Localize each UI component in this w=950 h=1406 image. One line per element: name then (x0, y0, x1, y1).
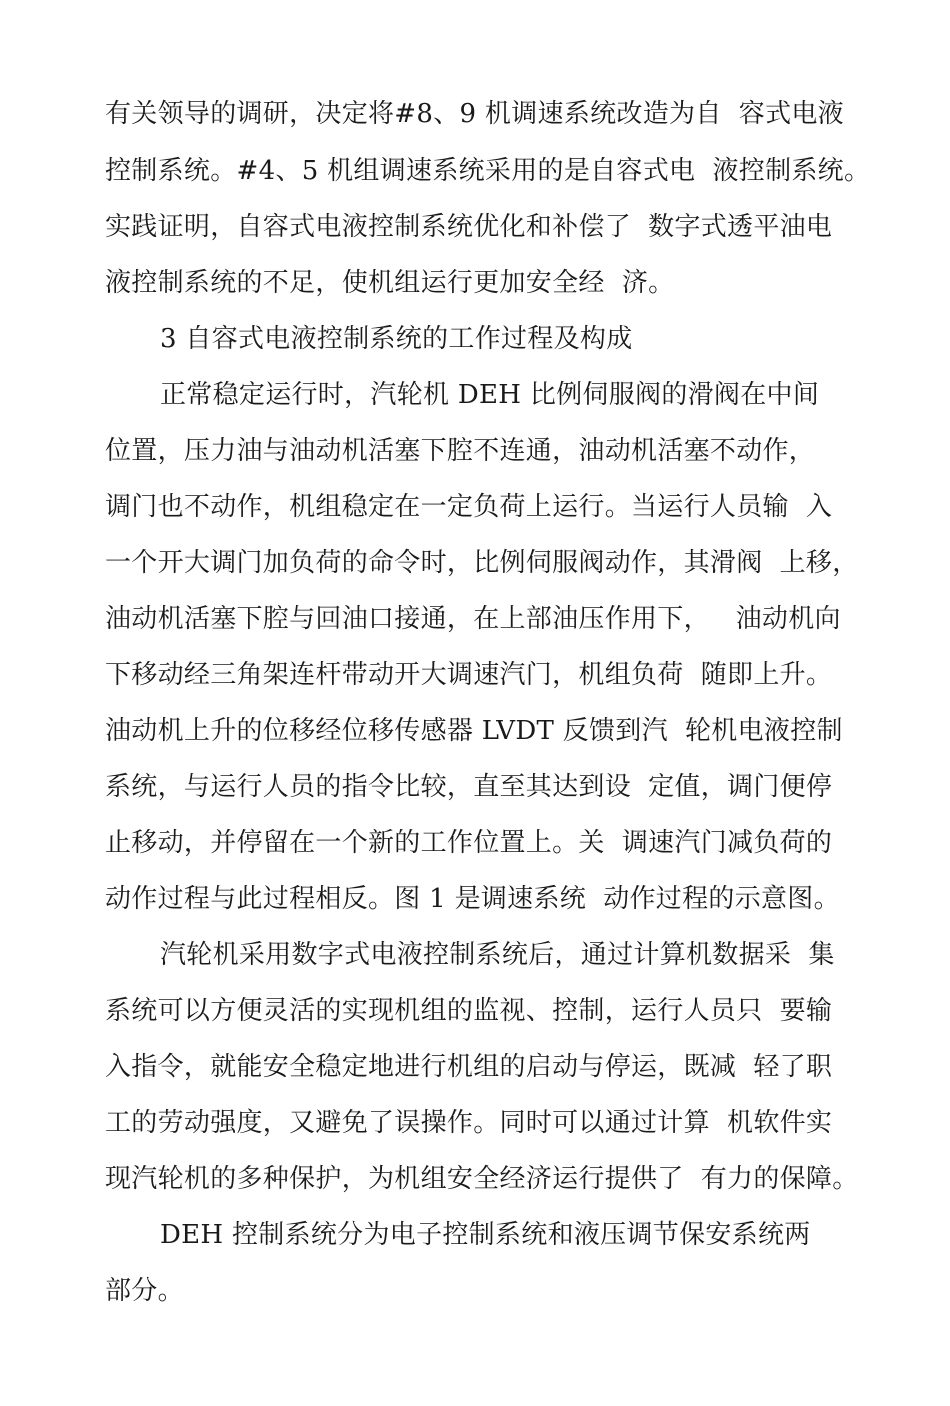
text-line: 现汽轮机的多种保护，为机组安全经济运行提供了 有力的保障。 (105, 1164, 859, 1194)
text-line: 部分。 (105, 1276, 184, 1306)
text-line: 实践证明，自容式电液控制系统优化和补偿了 数字式透平油电 (105, 212, 833, 242)
text-line: 控制系统。#4、5 机组调速系统采用的是自容式电 液控制系统。 (105, 156, 871, 186)
text-line: 位置，压力油与油动机活塞下腔不连通，油动机活塞不动作， (105, 436, 816, 466)
text-line: 下移动经三角架连杆带动开大调速汽门，机组负荷 随即上升。 (105, 660, 833, 690)
text-line: 工的劳动强度，又避免了误操作。同时可以通过计算 机软件实 (105, 1108, 833, 1138)
text-line: 系统，与运行人员的指令比较，直至其达到设 定值，调门便停 (105, 772, 833, 802)
text-line: 油动机活塞下腔与回油口接通，在上部油压作用下， 油动机向 (105, 604, 841, 634)
section-heading: 3 自容式电液控制系统的工作过程及构成 (160, 324, 633, 354)
text-line: 入指令，就能安全稳定地进行机组的启动与停运，既减 轻了职 (105, 1052, 833, 1082)
text-line: 正常稳定运行时，汽轮机 DEH 比例伺服阀的滑阀在中间 (160, 380, 820, 410)
text-line: 有关领导的调研，决定将#8、9 机调速系统改造为自 容式电液 (105, 99, 844, 129)
text-line: 汽轮机采用数字式电液控制系统后，通过计算机数据采 集 (160, 940, 835, 970)
text-line: 止移动，并停留在一个新的工作位置上。关 调速汽门减负荷的 (105, 828, 833, 858)
text-line: 一个开大调门加负荷的命令时，比例伺服阀动作，其滑阀 上移， (105, 548, 859, 578)
text-line: 液控制系统的不足，使机组运行更加安全经 济。 (105, 268, 675, 298)
text-line: 系统可以方便灵活的实现机组的监视、控制，运行人员只 要输 (105, 996, 833, 1026)
text-line: 调门也不动作，机组稳定在一定负荷上运行。当运行人员输 入 (105, 492, 833, 522)
text-line: DEH 控制系统分为电子控制系统和液压调节保安系统两 (160, 1220, 811, 1250)
text-line: 油动机上升的位移经位移传感器 LVDT 反馈到汽 轮机电液控制 (105, 716, 843, 746)
text-line: 动作过程与此过程相反。图 1 是调速系统 动作过程的示意图。 (105, 884, 840, 914)
